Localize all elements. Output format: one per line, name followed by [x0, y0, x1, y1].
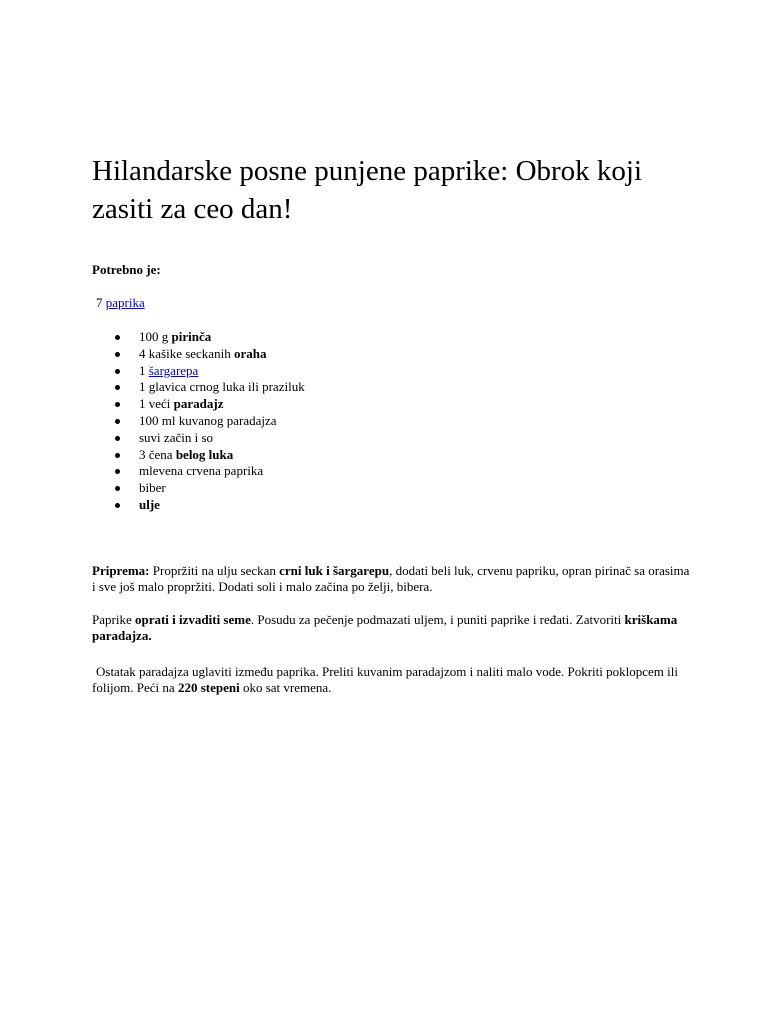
ingredient-item	[92, 430, 692, 447]
ingredient-bold-text: pirinča	[171, 329, 212, 344]
ingredient-link[interactable]: šargarepa	[148, 362, 199, 378]
ingredient-text: 4 kašike seckanih	[139, 345, 234, 361]
ingredient-text: 100 g	[139, 329, 172, 344]
paprika-link[interactable]: paprika	[105, 295, 145, 310]
article-title: Hilandarske posne punjene paprike: Obrok koji zasiti za ceo dan!	[92, 155, 643, 225]
ingredient-text: 100 ml kuvanog paradajza	[139, 412, 277, 428]
ingredient-item	[92, 497, 692, 514]
preparation-paragraph-1	[92, 563, 692, 596]
first-ingredient-qty: 7	[96, 295, 103, 310]
ingredient-text: 1	[139, 362, 149, 378]
ingredient-bold-text: belog luka	[175, 446, 234, 462]
ingredient-item	[92, 363, 692, 380]
ingredient-bold-text: ulje	[139, 496, 160, 512]
ingredient-bold-text: paradajz	[173, 396, 224, 412]
ingredient-item	[92, 379, 692, 396]
ingredient-text: suvi začin i so	[139, 429, 214, 445]
p2-bold-1: oprati i izvaditi seme	[134, 611, 251, 627]
ingredient-bold-text: oraha	[233, 345, 267, 361]
ingredient-text: 1 veći	[139, 396, 174, 412]
ingredient-item	[92, 463, 692, 480]
document-page	[92, 152, 692, 697]
p2-text-2: . Posudu za pečenje podmazati uljem, i puniti paprike i ređati. Zatvoriti	[250, 611, 625, 627]
p3-text-1: Ostatak paradajza uglaviti između paprika. Preliti kuvanim paradajzom i naliti malo vode. Pokriti poklopcem ili folijom. Peći na	[92, 663, 678, 696]
first-ingredient	[92, 295, 692, 311]
ingredient-text: biber	[139, 480, 166, 496]
p2-text-1: Paprike	[92, 611, 135, 627]
ingredient-text: mlevena crvena paprika	[139, 463, 264, 479]
p1-text-2: , dodati beli luk, crvenu papriku, opran pirinač sa orasima i sve još malo propržiti. Dodati soli i malo začina po želji, bibera.	[92, 562, 690, 595]
p1-text-1: Propržiti na ulju seckan	[149, 562, 280, 578]
ingredient-list	[92, 329, 692, 514]
ingredient-item	[92, 480, 692, 497]
p2-bold-2: kriškama paradajza.	[92, 611, 678, 644]
ingredient-item	[92, 447, 692, 464]
preparation-paragraph-2	[92, 612, 692, 645]
ingredient-item	[92, 346, 692, 363]
p1-bold-1: crni luk i šargarepu	[279, 562, 390, 578]
ingredient-text: 3 čena	[139, 446, 176, 462]
ingredient-item	[92, 329, 692, 346]
preparation-label: Priprema:	[92, 562, 150, 578]
ingredient-item	[92, 396, 692, 413]
preparation-paragraph-3	[92, 664, 692, 697]
p3-text-2: oko sat vremena.	[239, 680, 332, 696]
p3-bold-1: 220 stepeni	[177, 680, 240, 696]
ingredient-item	[92, 413, 692, 430]
needed-label: Potrebno je:	[92, 262, 161, 277]
ingredient-text: 1 glavica crnog luka ili praziluk	[139, 379, 305, 395]
